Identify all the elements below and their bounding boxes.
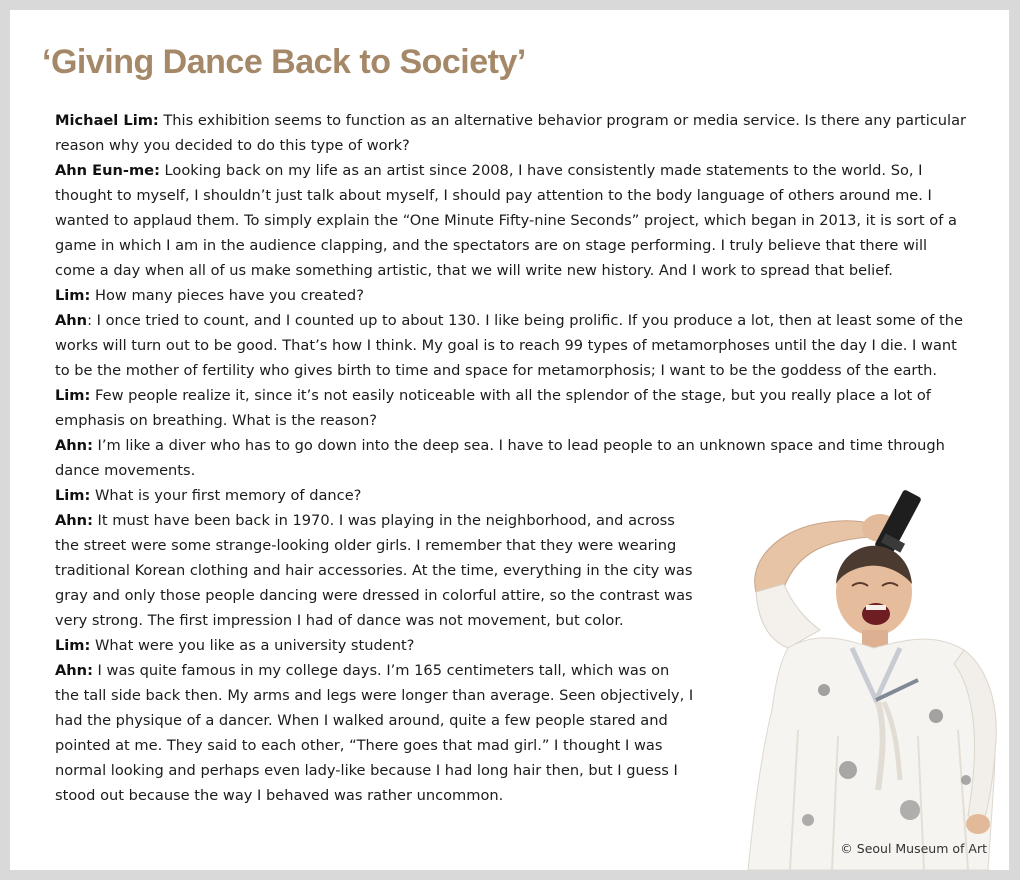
dialogue-text: I was quite famous in my college days. I’m 165 centimeters tall, which was on the tall side back then. My arms and legs were longer than average. Seen objectively, I had the physique of a dancer. When I walked around, quite a few people stared and pointed at me. They said to each other, “There goes that mad girl.” I thought I was normal looking and perhaps even lady-like because I had long hair then, but I guess I stood out because the way I behaved was rather uncommon. bbox=[55, 662, 694, 804]
dialogue-text: It must have been back in 1970. I was playing in the neighborhood, and across the street were some strange-looking older girls. I remember that they were wearing traditional Korean clothing and hair accessories. At the time, everything in the city was gray and only those people dancing were dressed in colorful attire, so the contrast was very strong. The first impression I had of dance was not movement, but color. bbox=[55, 512, 693, 629]
dialogue-text: : I once tried to count, and I counted up to about 130. I like being prolific. If you produce a lot, then at least some of the works will turn out to be good. That’s how I think. My goal is to reach 99 types of metamorphoses until the day I die. I want to be the mother of fertility who gives birth to time and space for metamorphosis; I want to be the goddess of the earth. bbox=[55, 312, 963, 379]
speaker-label: Lim: bbox=[55, 287, 91, 304]
article-page bbox=[10, 10, 1009, 870]
dancer-photo bbox=[728, 480, 1009, 870]
speaker-label: Lim: bbox=[55, 487, 91, 504]
speaker-label: Ahn Eun-me: bbox=[55, 162, 160, 179]
dialogue-text: Few people realize it, since it’s not easily noticeable with all the splendor of the stage, but you really place a lot of emphasis on breathing. What is the reason? bbox=[55, 387, 931, 429]
dialogue-text: What is your first memory of dance? bbox=[90, 487, 362, 504]
dialogue-text: This exhibition seems to function as an alternative behavior program or media service. Is there any particular reason why you decided to do this type of work? bbox=[55, 112, 967, 154]
dialogue-paragraph bbox=[55, 308, 968, 383]
dialogue-paragraph bbox=[55, 633, 697, 658]
dialogue-paragraph bbox=[55, 108, 968, 158]
dialogue-paragraph bbox=[55, 508, 697, 633]
dialogue-text: How many pieces have you created? bbox=[90, 287, 364, 304]
photo-credit: © Seoul Museum of Art bbox=[840, 841, 987, 856]
speaker-label: Ahn: bbox=[55, 437, 93, 454]
dialogue-text: Looking back on my life as an artist since 2008, I have consistently made statements to the world. So, I thought to myself, I shouldn’t just talk about myself, I should pay attention to the body language of others around me. I wanted to applaud them. To simply explain the “One Minute Fifty-nine Seconds” project, which began in 2013, it is sort of a game in which I am in the audience clapping, and the spectators are on stage performing. I truly believe that there will come a day when all of us make something artistic, that we will write new history. And I work to spread that belief. bbox=[55, 162, 957, 279]
dialogue-paragraph bbox=[55, 433, 968, 483]
speaker-label: Michael Lim: bbox=[55, 112, 159, 129]
speaker-label: Ahn: bbox=[55, 662, 93, 679]
speaker-label: Lim: bbox=[55, 387, 91, 404]
dialogue-text: I’m like a diver who has to go down into the deep sea. I have to lead people to an unknown space and time through dance movements. bbox=[55, 437, 945, 479]
dialogue-paragraph bbox=[55, 283, 968, 308]
dialogue-paragraph bbox=[55, 658, 697, 808]
dialogue-paragraph bbox=[55, 158, 968, 283]
speaker-label: Lim: bbox=[55, 637, 91, 654]
speaker-label: Ahn: bbox=[55, 512, 93, 529]
article-title: ‘Giving Dance Back to Society’ bbox=[42, 43, 526, 81]
speaker-label: Ahn bbox=[55, 312, 88, 329]
dialogue-paragraph bbox=[55, 383, 968, 433]
dialogue-text: What were you like as a university student? bbox=[90, 637, 415, 654]
